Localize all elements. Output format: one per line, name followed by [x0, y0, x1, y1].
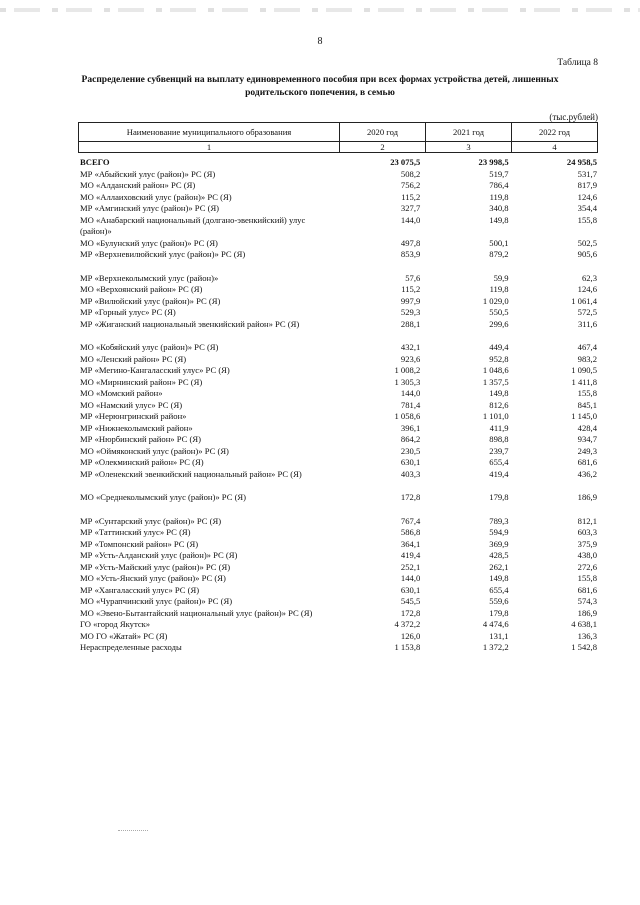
value-2022: 375,9 — [577, 538, 597, 549]
value-2021: 23 998,5 — [478, 157, 509, 167]
value-2022: 1 090,5 — [571, 365, 597, 375]
table-row — [78, 539, 598, 551]
value-2021: 789,3 — [489, 515, 509, 526]
row-name: МР «Амгинский улус (район)» РС (Я) — [80, 203, 220, 213]
scan-artifact — [0, 8, 640, 12]
header-name: Наименование муниципального образования — [79, 123, 340, 142]
value-2020: 1 305,3 — [394, 376, 421, 387]
value-2020: 396,1 — [400, 422, 421, 433]
table-row — [78, 249, 598, 261]
table-row — [78, 238, 598, 250]
value-2022: 24 958,5 — [566, 157, 597, 167]
value-2022: 681,6 — [577, 584, 597, 595]
value-2021: 411,9 — [489, 422, 509, 433]
value-2020: 57,6 — [405, 272, 421, 283]
table-row — [78, 642, 598, 654]
row-name: МР «Нюрбинский район» РС (Я) — [80, 434, 201, 444]
value-2022: 572,5 — [577, 307, 597, 317]
value-2022: 354,4 — [577, 203, 597, 213]
value-2020: 23 075,5 — [390, 157, 421, 167]
value-2020: 144,0 — [400, 214, 421, 225]
row-name: МР «Верхнеколымский улус (район)» — [80, 272, 219, 283]
value-2021: 119,8 — [489, 284, 509, 294]
row-name: МО «Мирнинский район» РС (Я) — [80, 376, 203, 387]
row-name: ВСЕГО — [80, 157, 110, 167]
table-row — [78, 550, 598, 562]
value-2020: 586,8 — [400, 527, 421, 537]
scan-artifact — [118, 830, 148, 832]
row-name: МО «Оймяконский улус (район)» РС (Я) — [80, 445, 229, 456]
value-2021: 239,7 — [489, 445, 509, 456]
value-2021: 419,4 — [489, 468, 509, 479]
table-row — [78, 203, 598, 215]
value-2021: 550,5 — [489, 307, 509, 317]
header-2020: 2020 год — [340, 123, 426, 142]
table-row — [78, 423, 598, 435]
table-row — [78, 562, 598, 574]
value-2022: 1 061,4 — [571, 295, 597, 306]
value-2022: 531,7 — [577, 168, 597, 179]
row-name: МР «Верхневилюйский улус (район)» РС (Я) — [80, 249, 246, 259]
row-name: МО «Среднеколымский улус (район)» РС (Я) — [80, 492, 247, 502]
value-2020: 767,4 — [400, 515, 421, 526]
value-2020: 497,8 — [400, 237, 421, 248]
value-2022: 155,8 — [577, 214, 597, 225]
value-2021: 179,8 — [489, 492, 509, 502]
value-2020: 630,1 — [400, 457, 421, 467]
value-2022: 186,9 — [577, 607, 597, 618]
value-2021: 812,6 — [489, 399, 509, 410]
value-2021: 149,8 — [489, 214, 509, 225]
row-name: МО «Аллаиховский улус (район)» РС (Я) — [80, 191, 232, 202]
value-2022: 438,0 — [577, 550, 597, 560]
value-2021: 655,4 — [489, 457, 509, 467]
table-row — [78, 596, 598, 608]
value-2020: 781,4 — [400, 399, 421, 410]
table-row — [78, 365, 598, 377]
row-name: МР «Олекминский район» РС (Я) — [80, 457, 204, 467]
spacer-row — [78, 480, 598, 492]
value-2022: 603,3 — [577, 527, 597, 537]
row-name: МР «Усть-Майский улус (район)» РС (Я) — [80, 561, 231, 572]
value-2022: 983,2 — [577, 353, 597, 364]
row-name: МО «Булунский улус (район)» РС (Я) — [80, 237, 218, 248]
value-2022: 1 411,8 — [571, 376, 597, 387]
header-2022: 2022 год — [512, 123, 598, 142]
value-2020: 4 372,2 — [394, 619, 421, 629]
value-2021: 786,4 — [489, 180, 509, 190]
table-row — [78, 157, 598, 169]
value-2021: 594,9 — [489, 527, 509, 537]
value-2020: 853,9 — [400, 249, 421, 259]
table-row — [78, 608, 598, 620]
value-2020: 864,2 — [400, 434, 421, 444]
value-2021: 559,6 — [489, 596, 509, 606]
value-2021: 1 101,0 — [482, 411, 509, 421]
row-name: ГО «город Якутск» — [80, 619, 151, 629]
table-row — [78, 354, 598, 366]
table-row — [78, 192, 598, 204]
row-name: МР «Хангаласский улус» РС (Я) — [80, 584, 200, 595]
unit-label: (тыс.рублей) — [549, 112, 598, 122]
value-2020: 756,2 — [400, 180, 421, 190]
table-label: Таблица 8 — [557, 58, 598, 68]
value-2020: 403,3 — [400, 468, 421, 479]
data-table — [78, 157, 598, 654]
table-row — [78, 180, 598, 192]
row-name: МО ГО «Жатай» РС (Я) — [80, 630, 168, 641]
value-2022: 812,1 — [577, 515, 597, 526]
value-2020: 364,1 — [400, 538, 421, 549]
row-name: МР «Вилюйский улус (район)» РС (Я) — [80, 295, 221, 306]
value-2020: 172,8 — [400, 492, 421, 502]
table-row — [78, 457, 598, 469]
value-2022: 272,6 — [577, 561, 597, 572]
value-2022: 817,9 — [577, 180, 597, 190]
table-row — [78, 631, 598, 643]
value-2020: 419,4 — [400, 550, 421, 560]
document-title: Распределение субвенций на выплату единовременного пособия при всех формах устройства детей, лишенных родительского попечения, в семью — [81, 75, 559, 98]
value-2020: 545,5 — [400, 596, 421, 606]
value-2022: 311,6 — [577, 318, 597, 329]
value-2020: 288,1 — [400, 318, 421, 329]
row-name: МО «Алданский район» РС (Я) — [80, 180, 196, 190]
value-2022: 155,8 — [577, 388, 597, 398]
row-name: МР «Нижнеколымский район» — [80, 422, 193, 433]
value-2020: 230,5 — [400, 445, 421, 456]
header-2021: 2021 год — [426, 123, 512, 142]
table-row — [78, 446, 598, 458]
table-row — [78, 585, 598, 597]
row-name: МР «Жиганский национальный эвенкийский район» РС (Я) — [80, 318, 300, 329]
value-2021: 149,8 — [489, 388, 509, 398]
table-row — [78, 388, 598, 400]
table-row — [78, 619, 598, 631]
value-2021: 340,8 — [489, 203, 509, 213]
table-header — [78, 122, 598, 153]
value-2020: 115,2 — [401, 191, 421, 202]
value-2022: 1 145,0 — [571, 411, 597, 421]
value-2020: 126,0 — [400, 630, 421, 641]
value-2020: 115,2 — [401, 284, 421, 294]
value-2021: 500,1 — [489, 237, 509, 248]
value-2020: 997,9 — [400, 295, 421, 306]
row-name: МР «Нерюнгринский район» — [80, 411, 187, 421]
value-2022: 436,2 — [577, 468, 597, 479]
value-2020: 1 008,2 — [394, 365, 421, 375]
value-2022: 574,3 — [577, 596, 597, 606]
value-2021: 519,7 — [489, 168, 509, 179]
table-row — [78, 516, 598, 528]
table-row — [78, 527, 598, 539]
row-name: МО «Усть-Янский улус (район)» РС (Я) — [80, 573, 226, 583]
value-2022: 124,6 — [577, 191, 597, 202]
row-name: МО «Анабарский национальный (долгано-эвенкийский) улус (район)» — [80, 214, 306, 236]
table-row — [78, 573, 598, 585]
row-name: МР «Мегино-Кангаласский улус» РС (Я) — [80, 365, 230, 375]
row-name: МР «Горный улус» РС (Я) — [80, 307, 176, 317]
value-2021: 655,4 — [489, 584, 509, 595]
table-row — [78, 377, 598, 389]
value-2020: 508,2 — [400, 168, 421, 179]
value-2022: 186,9 — [577, 492, 597, 502]
row-name: МО «Намский улус» РС (Я) — [80, 399, 183, 410]
value-2020: 144,0 — [400, 573, 421, 583]
page-number: 8 — [317, 36, 323, 47]
table-row — [78, 342, 598, 354]
value-2022: 124,6 — [577, 284, 597, 294]
value-2022: 845,1 — [577, 399, 597, 410]
header-number: 2 — [340, 142, 426, 153]
row-name: МР «Томпонский район» РС (Я) — [80, 538, 199, 549]
value-2020: 630,1 — [400, 584, 421, 595]
value-2021: 879,2 — [489, 249, 509, 259]
header-number: 3 — [426, 142, 512, 153]
value-2021: 952,8 — [489, 353, 509, 364]
table-row — [78, 492, 598, 504]
value-2021: 369,9 — [489, 538, 509, 549]
row-name: МО «Момский район» — [80, 388, 163, 398]
value-2022: 681,6 — [577, 457, 597, 467]
table-row — [78, 319, 598, 331]
table-row — [78, 400, 598, 412]
value-2020: 1 153,8 — [394, 642, 421, 652]
spacer-row — [78, 504, 598, 516]
value-2021: 1 029,0 — [482, 295, 509, 306]
row-name: МО «Верхоянский район» РС (Я) — [80, 284, 203, 294]
value-2022: 934,7 — [577, 434, 597, 444]
value-2021: 262,1 — [489, 561, 509, 572]
value-2021: 1 048,6 — [482, 365, 509, 375]
row-name: МР «Абыйский улус (район)» РС (Я) — [80, 168, 216, 179]
value-2020: 327,7 — [400, 203, 421, 213]
value-2020: 1 058,6 — [394, 411, 421, 421]
table-row — [78, 215, 598, 238]
value-2021: 428,5 — [489, 550, 509, 560]
value-2021: 299,6 — [489, 318, 509, 329]
row-name: МО «Чурапчинский улус (район)» РС (Я) — [80, 596, 233, 606]
value-2020: 172,8 — [400, 607, 421, 618]
value-2022: 62,3 — [581, 272, 597, 283]
value-2021: 179,8 — [489, 607, 509, 618]
value-2022: 502,5 — [577, 237, 597, 248]
value-2022: 155,8 — [577, 573, 597, 583]
value-2020: 144,0 — [400, 388, 421, 398]
value-2021: 4 474,6 — [482, 619, 509, 629]
row-name: МР «Сунтарский улус (район)» РС (Я) — [80, 515, 222, 526]
row-name: МР «Таттинский улус» РС (Я) — [80, 527, 191, 537]
value-2021: 149,8 — [489, 573, 509, 583]
value-2022: 249,3 — [577, 445, 597, 456]
row-name: МО «Кобяйский улус (район)» РС (Я) — [80, 342, 219, 352]
table-row — [78, 169, 598, 181]
table-row — [78, 273, 598, 285]
value-2020: 432,1 — [400, 342, 421, 352]
value-2021: 449,4 — [489, 342, 509, 352]
table-row — [78, 434, 598, 446]
value-2022: 467,4 — [577, 342, 597, 352]
spacer-row — [78, 330, 598, 342]
header-number: 4 — [512, 142, 598, 153]
row-name: МО «Ленский район» РС (Я) — [80, 353, 187, 364]
value-2022: 4 638,1 — [571, 619, 597, 629]
row-name: МР «Оленекский эвенкийский национальный район» РС (Я) — [80, 468, 302, 479]
spacer-row — [78, 261, 598, 273]
value-2021: 1 357,5 — [482, 376, 509, 387]
table-row — [78, 307, 598, 319]
value-2020: 252,1 — [400, 561, 421, 572]
table-row — [78, 469, 598, 481]
value-2022: 136,3 — [577, 630, 597, 641]
table-row — [78, 284, 598, 296]
header-number: 1 — [79, 142, 340, 153]
row-name: МО «Эвено-Бытантайский национальный улус (район)» РС (Я) — [80, 607, 313, 618]
value-2022: 1 542,8 — [571, 642, 597, 652]
value-2022: 428,4 — [577, 422, 597, 433]
value-2020: 529,3 — [400, 307, 421, 317]
value-2021: 59,9 — [493, 272, 509, 283]
value-2020: 923,6 — [400, 353, 421, 364]
row-name: МР «Усть-Алданский улус (район)» РС (Я) — [80, 550, 238, 560]
table-row — [78, 296, 598, 308]
value-2021: 131,1 — [489, 630, 509, 641]
table-row — [78, 411, 598, 423]
row-name: Нераспределенные расходы — [80, 642, 182, 652]
value-2021: 1 372,2 — [482, 642, 509, 652]
value-2021: 898,8 — [489, 434, 509, 444]
value-2022: 905,6 — [577, 249, 597, 259]
value-2021: 119,8 — [489, 191, 509, 202]
